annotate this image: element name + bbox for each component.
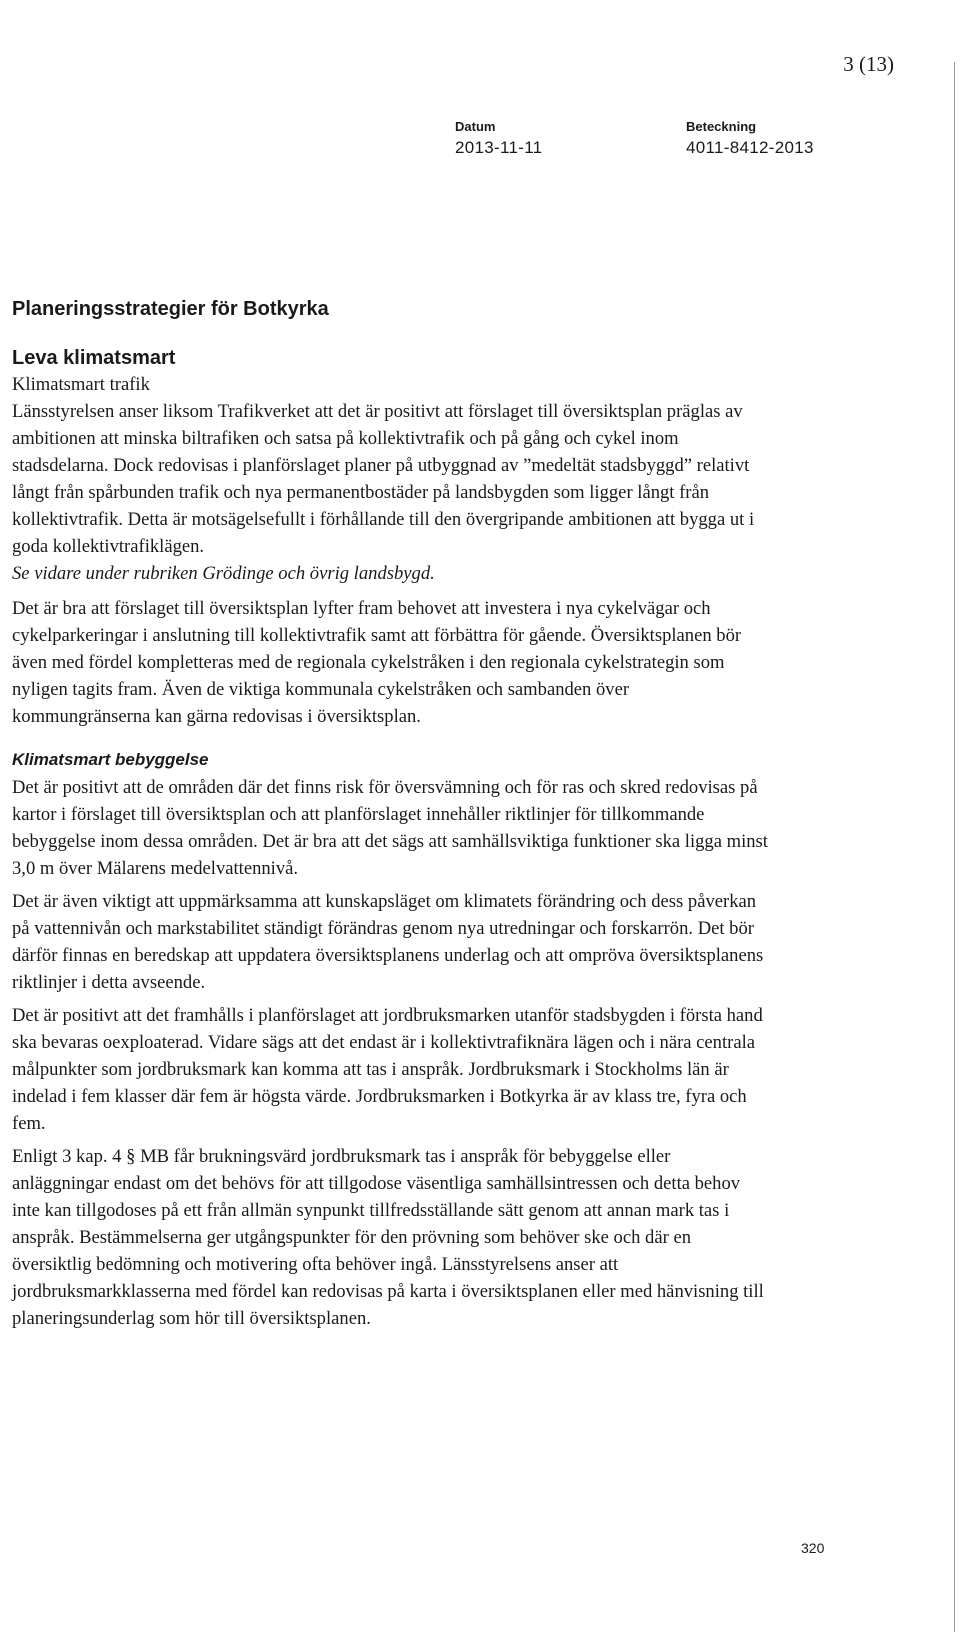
footer-page-reference: 320 (801, 1540, 825, 1556)
paragraph-trafik-2: Det är bra att förslaget till översiktsplan lyfter fram behovet att investera i nya cykelvägar och cykelparkeringar i anslutning till kollektivtrafik samt att förbättra för gående. Översiktsplanen bör även med fördel kompletteras med de regionala cykelstråken i den regionala cykelstrategin som nyligen tagits fram. Även de viktiga kommunala cykelstråken och sambanden över kommungränserna kan gärna redovisas i översiktsplan. (12, 598, 742, 727)
paragraph-trafik-1: Länsstyrelsen anser liksom Trafikverket att det är positivt att förslaget till översiktsplan präglas av ambitionen att minska biltrafiken och satsa på kollektivtrafik och på gång och cykel inom stadsdelarna. Dock redovisas i planförslaget planer på utbyggnad av ”medeltät stadsbyggd” relativt långt från spårbunden trafik och nya permanentbostäder på landsbygden som ligger långt från kollektivtrafik. Detta är motsägelsefullt i förhållande till den övergripande ambitionen att bygga ut i goda kollektivtrafiklägen. (12, 401, 755, 557)
reference-label: Beteckning (686, 119, 757, 134)
page-title: Planeringsstrategier för Botkyrka (12, 298, 329, 320)
section-heading-klimatsmart-bebyggelse: Klimatsmart bebyggelse (12, 750, 209, 769)
subheading-klimatsmart-trafik: Klimatsmart trafik (12, 374, 150, 395)
date-label: Datum (455, 119, 496, 134)
date-value: 2013-11-11 (455, 138, 543, 157)
reference-value: 4011-8412-2013 (686, 138, 814, 157)
document-body (12, 296, 772, 1338)
reference-note: Se vidare under rubriken Grödinge och övrig landsbygd. (12, 563, 435, 584)
page-edge-divider (954, 62, 955, 1632)
section-heading-leva-klimatsmart: Leva klimatsmart (12, 347, 176, 369)
paragraph-bebyggelse-2: Det är även viktigt att uppmärksamma att kunskapsläget om klimatets förändring och dess påverkan på vattennivån och markstabilitet ständigt förändras genom nya utredningar och forskarrön. Det bör därför finnas en beredskap att uppdatera översiktsplanens underlag och att ompröva översiktsplanens riktlinjer i detta avseende. (12, 891, 764, 993)
paragraph-bebyggelse-3: Det är positivt att det framhålls i planförslaget att jordbruksmarken utanför stadsbygden i första hand ska bevaras oexploaterad. Vidare sägs att det endast är i kollektivtrafiknära lägen och i nära centrala målpunkter som jordbruksmark kan komma att tas i anspråk. Jordbruksmark i Stockholms län är indelad i fem klasser där fem är högsta värde. Jordbruksmarken i Botkyrka är av klass tre, fyra och fem. (12, 1005, 763, 1134)
paragraph-bebyggelse-4: Enligt 3 kap. 4 § MB får brukningsvärd jordbruksmark tas i anspråk för bebyggelse eller anläggningar endast om det behövs för att tillgodose väsentliga samhällsintressen och detta behov inte kan tillgodoses på ett från allmän synpunkt tillfredsställande sätt genom att annan mark tas i anspråk. Bestämmelserna ger utgångspunkter för den prövning som behöver ske och där en översiktlig bedömning och motivering ofta behöver ingå. Länsstyrelsens anser att jordbruksmarkklasserna med fördel kan redovisas på karta i översiktsplanen eller med hänvisning till planeringsunderlag som hör till översiktsplanen. (12, 1146, 764, 1329)
paragraph-bebyggelse-1: Det är positivt att de områden där det finns risk för översvämning och för ras och skred redovisas på kartor i förslaget till översiktsplan och att planförslaget innehåller riktlinjer för tillkommande bebyggelse inom dessa områden. Det är bra att det sägs att samhällsviktiga funktioner ska ligga minst 3,0 m över Mälarens medelvattennivå. (12, 777, 768, 879)
date-block (455, 118, 542, 160)
page-number: 3 (13) (843, 52, 894, 76)
reference-block (686, 118, 814, 160)
